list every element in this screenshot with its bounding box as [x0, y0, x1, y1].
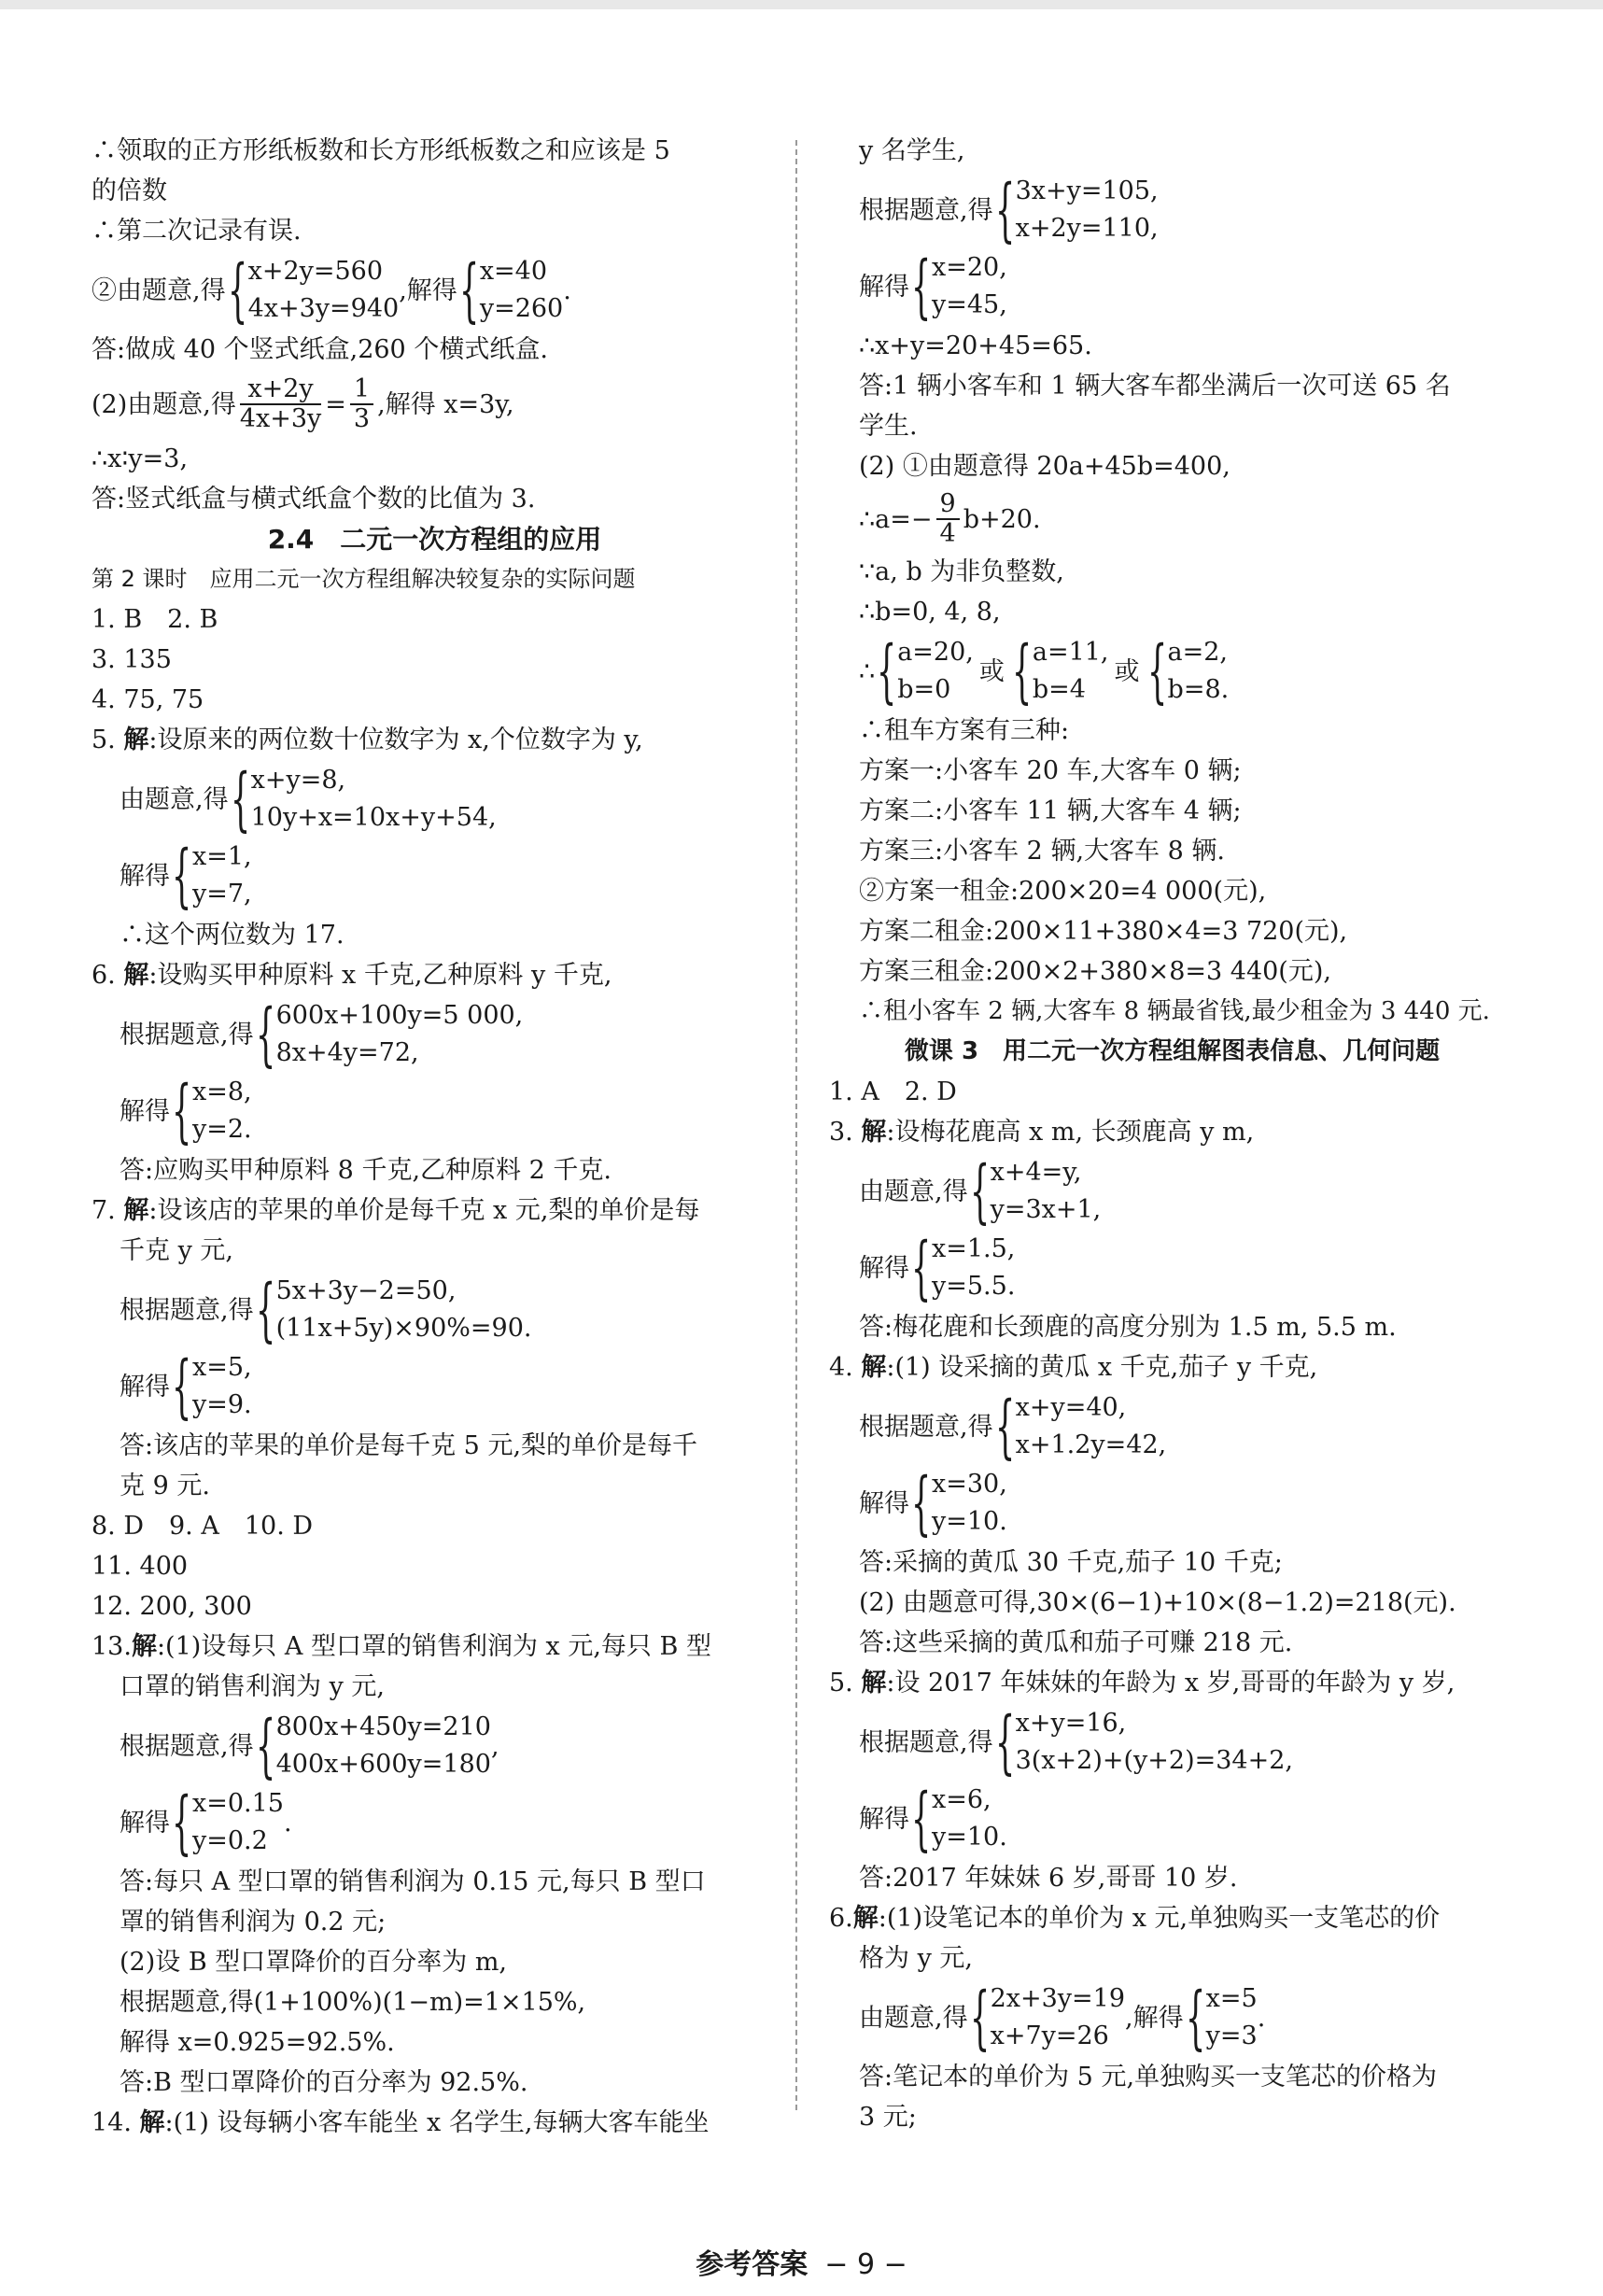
- equation: x+2y=110,: [1015, 214, 1159, 243]
- brace-icon: {: [969, 1151, 990, 1232]
- text-line: 答:每只 A 型口罩的销售利润为 0.15 元,每只 B 型口: [120, 1867, 706, 1896]
- text-line: ②方案一租金:200×20=4 000(元),: [859, 877, 1267, 906]
- text-fragment: 解得: [120, 861, 170, 891]
- text-fragment: :设购买甲种原料 x 千克,乙种原料 y 千克,: [148, 961, 612, 990]
- answer-line: 12. 200, 300: [91, 1592, 252, 1621]
- text-fragment: ∴: [859, 656, 876, 686]
- text-line: 3 元;: [859, 2103, 917, 2132]
- equation: y=7,: [192, 880, 252, 909]
- solution-system: [192, 1349, 252, 1424]
- text-line: 罩的销售利润为 0.2 元;: [120, 1908, 387, 1937]
- equation: 800x+450y=210: [275, 1712, 491, 1741]
- equation-system-line: [829, 1702, 1515, 1782]
- text-fragment: 解得: [859, 1488, 909, 1518]
- solution-label: 解: [131, 1632, 157, 1661]
- equation: x=0.15: [192, 1789, 284, 1818]
- text-line: (2) ①由题意得 20a+45b=400,: [859, 452, 1230, 481]
- solution-system: [932, 1231, 1015, 1305]
- solution-system: [932, 1466, 1007, 1541]
- text-line: ∴b=0, 4, 8,: [859, 598, 1001, 627]
- text-fragment: b+20.: [963, 504, 1041, 534]
- equation-system: [1016, 173, 1159, 247]
- text-fragment: .: [283, 1808, 292, 1838]
- equation: 5x+3y−2=50,: [275, 1276, 457, 1305]
- lesson-heading: 第 2 课时 应用二元一次方程组解决较复杂的实际问题: [91, 566, 636, 592]
- solution-system: [932, 249, 1007, 324]
- answer-line: 1. B 2. B: [91, 605, 218, 634]
- text-line: ∵a, b 为非负整数,: [859, 557, 1064, 586]
- equation: x=30,: [932, 1470, 1007, 1499]
- equation: y=10.: [932, 1507, 1007, 1536]
- equation: 3(x+2)+(y+2)=34+2,: [1015, 1746, 1293, 1775]
- equation: y=260: [479, 294, 564, 323]
- text-fragment: 根据题意,得: [120, 1295, 254, 1325]
- footer-label: 参考答案: [696, 2248, 809, 2281]
- equation: x+1.2y=42,: [1015, 1430, 1167, 1459]
- text-line: 方案一:小客车 20 车,大客车 0 辆;: [859, 756, 1242, 785]
- solution-line: [91, 1346, 778, 1427]
- equation-system: [276, 1273, 532, 1347]
- equation: 8x+4y=72,: [275, 1038, 419, 1067]
- equation-system-line: [91, 1270, 778, 1350]
- text-fragment: :(1) 设采摘的黄瓜 x 千克,茄子 y 千克,: [886, 1353, 1318, 1382]
- page-top-edge: [0, 0, 1603, 9]
- text-line: ∴领取的正方形纸板数和长方形纸板数之和应该是 5: [91, 136, 670, 165]
- solution-line: [91, 1071, 778, 1151]
- solution-label: 解: [139, 2108, 165, 2137]
- text-line: 方案二:小客车 11 辆,大客车 4 辆;: [859, 796, 1242, 825]
- question-6: [829, 1898, 1515, 1938]
- text-fragment: .: [1257, 2003, 1266, 2033]
- text-line: 解得 x=0.925=92.5%.: [120, 2028, 395, 2057]
- question-7: [91, 1190, 778, 1231]
- brace-icon: {: [172, 836, 192, 916]
- text-line: 答:笔记本的单价为 5 元,单独购买一支笔芯的价格为: [859, 2063, 1438, 2092]
- solution-system: [1033, 634, 1109, 709]
- text-fragment: 由题意,得: [859, 2003, 968, 2033]
- text-fragment: 解得: [120, 1808, 170, 1838]
- brace-icon: {: [994, 1702, 1015, 1782]
- solution-system: [1206, 1980, 1258, 2055]
- equation-system-line: [91, 250, 778, 331]
- text-line: 方案三:小客车 2 辆,大客车 8 辆.: [859, 837, 1225, 866]
- numerator: 1: [350, 375, 373, 405]
- text-line: 答:梅花鹿和长颈鹿的高度分别为 1.5 m, 5.5 m.: [859, 1313, 1397, 1342]
- equation: x=1.5,: [932, 1234, 1016, 1263]
- equation: y=5.5.: [932, 1272, 1016, 1301]
- text-fragment: 解得: [120, 1372, 170, 1402]
- text-fragment: 解得: [859, 1253, 909, 1283]
- text-line: 口罩的销售利润为 y 元,: [120, 1672, 386, 1701]
- text-line: 答:1 辆小客车和 1 辆大客车都坐满后一次可送 65 名: [859, 372, 1451, 401]
- equation-system-line: [91, 1706, 778, 1786]
- text-fragment: :(1) 设每辆小客车能坐 x 名学生,每辆大客车能坐: [164, 2108, 710, 2137]
- text-line: 方案三租金:200×2+380×8=3 440(元),: [859, 957, 1331, 986]
- equation-system: [248, 253, 400, 328]
- equation: a=20,: [897, 638, 974, 667]
- brace-icon: {: [172, 1071, 192, 1151]
- equation: 2x+3y=19: [990, 1984, 1126, 2013]
- brace-icon: {: [911, 1463, 932, 1543]
- text-fragment: ②由题意,得: [91, 275, 226, 305]
- denominator: 3: [353, 404, 371, 433]
- solution-label: 解: [861, 1118, 887, 1147]
- text-fragment: ,: [490, 1731, 499, 1761]
- brace-icon: {: [172, 1782, 192, 1863]
- equation: x=40: [479, 257, 548, 286]
- equation: x=6,: [932, 1785, 991, 1814]
- page-number: − 9 −: [824, 2248, 907, 2281]
- question-4: [829, 1347, 1515, 1387]
- equation: y=0.2: [192, 1826, 268, 1855]
- question-number: 6.: [91, 961, 116, 990]
- solution-label: 解: [861, 1669, 887, 1697]
- equation-system-line: [91, 994, 778, 1075]
- page-footer: [0, 2241, 1603, 2282]
- text-line: ∴租车方案有三种:: [859, 716, 1070, 745]
- text-line: 答:2017 年妹妹 6 岁,哥哥 10 岁.: [859, 1864, 1238, 1893]
- text-fragment: 根据题意,得: [859, 1412, 993, 1442]
- equation: 3x+y=105,: [1015, 176, 1159, 205]
- brace-icon: {: [1185, 1978, 1205, 2058]
- equation-system: [251, 762, 497, 837]
- fraction: [240, 375, 321, 433]
- solution-system: [932, 1782, 1007, 1856]
- equation: 4x+3y=940: [247, 294, 400, 323]
- question-5: [829, 1663, 1515, 1703]
- solution-line: [91, 1782, 778, 1863]
- equation-system-line: [829, 170, 1515, 250]
- text-line: 答:这些采摘的黄瓜和茄子可赚 218 元.: [859, 1628, 1293, 1657]
- solution-label: 解: [123, 725, 149, 754]
- solution-system: [1168, 634, 1230, 709]
- answer-line: 4. 75, 75: [91, 685, 204, 714]
- text-fragment: 或: [978, 656, 1005, 686]
- text-fragment: =: [325, 389, 346, 419]
- equation: x+7y=26: [990, 2021, 1109, 2050]
- question-number: 14.: [91, 2108, 132, 2137]
- equation: b=4: [1032, 675, 1086, 704]
- equation: y=10.: [932, 1823, 1007, 1852]
- equation: b=8.: [1167, 675, 1230, 704]
- brace-icon: {: [994, 170, 1015, 250]
- solution-line: [829, 247, 1515, 327]
- equation-system: [276, 1709, 491, 1783]
- equation: y=3x+1,: [990, 1195, 1102, 1224]
- equation: x=5: [1205, 1984, 1258, 2013]
- text-line: 根据题意,得(1+100%)(1−m)=1×15%,: [120, 1988, 586, 2017]
- text-fragment: (2)由题意,得: [91, 389, 236, 419]
- equation-system: [1016, 1705, 1293, 1780]
- equation: a=11,: [1032, 638, 1109, 667]
- equation: x+y=40,: [1015, 1393, 1127, 1422]
- right-column: [829, 131, 1515, 2137]
- text-line: ∴租小客车 2 辆,大客车 8 辆最省钱,最少租金为 3 440 元.: [859, 997, 1490, 1025]
- solution-label: 解: [123, 961, 149, 990]
- equation-system-line: [91, 759, 778, 839]
- brace-icon: {: [877, 631, 897, 711]
- question-number: 5.: [829, 1669, 853, 1697]
- text-fragment: 根据题意,得: [120, 1020, 254, 1049]
- answer-line: 1. A 2. D: [829, 1078, 957, 1106]
- text-line: 的倍数: [91, 176, 167, 205]
- brace-icon: {: [255, 1706, 275, 1786]
- equation: x+4=y,: [990, 1158, 1082, 1187]
- text-line: (2)设 B 型口罩降价的百分率为 m,: [120, 1948, 508, 1977]
- equation: b=0: [897, 675, 951, 704]
- column-divider: [795, 140, 797, 2110]
- text-fragment: ,解得 x=3y,: [377, 389, 514, 419]
- fraction-line: [829, 490, 1515, 548]
- solution-system: [192, 838, 252, 913]
- text-line: 千克 y 元,: [120, 1236, 234, 1265]
- text-line: 格为 y 元,: [859, 1944, 974, 1973]
- text-fragment: ,解得: [1125, 2003, 1184, 2033]
- text-fragment: ,解得: [399, 275, 457, 305]
- text-fragment: :设该店的苹果的单价是每千克 x 元,梨的单价是每: [148, 1196, 700, 1225]
- equation: y=3: [1205, 2021, 1258, 2050]
- solution-line: [829, 1463, 1515, 1543]
- text-fragment: 由题意,得: [120, 784, 229, 814]
- text-fragment: 根据题意,得: [859, 1727, 993, 1757]
- text-fragment: :设 2017 年妹妹的年龄为 x 岁,哥哥的年龄为 y 岁,: [886, 1669, 1455, 1697]
- brace-icon: {: [227, 250, 247, 331]
- question-number: 4.: [829, 1353, 853, 1382]
- equation: 600x+100y=5 000,: [275, 1001, 524, 1030]
- answer-line: 3. 135: [91, 645, 172, 674]
- fraction: [350, 375, 373, 433]
- text-line: 答:竖式纸盒与横式纸盒个数的比值为 3.: [91, 485, 536, 514]
- text-fragment: 或: [1114, 656, 1140, 686]
- solution-line: [829, 1228, 1515, 1308]
- solution-line: [91, 836, 778, 916]
- text-line: 答:该店的苹果的单价是每千克 5 元,梨的单价是每千: [120, 1431, 698, 1460]
- solution-system: [192, 1074, 252, 1148]
- denominator: 4: [939, 519, 956, 548]
- text-fragment: 根据题意,得: [859, 195, 993, 225]
- equation-system: [991, 1980, 1125, 2055]
- question-number: 13.: [91, 1632, 132, 1661]
- text-fragment: 解得: [859, 272, 909, 302]
- numerator: x+2y: [240, 375, 321, 405]
- brace-icon: {: [969, 1978, 990, 2058]
- brace-icon: {: [994, 1387, 1015, 1467]
- answer-line: 8. D 9. A 10. D: [91, 1512, 314, 1541]
- brace-icon: {: [255, 994, 275, 1075]
- question-number: 7.: [91, 1196, 116, 1225]
- question-14: [91, 2103, 778, 2143]
- equation: x=5,: [192, 1353, 252, 1382]
- numerator: 9: [936, 490, 960, 520]
- text-fragment: 解得: [120, 1096, 170, 1126]
- left-column: [91, 131, 778, 2143]
- equation: y=9.: [192, 1390, 252, 1419]
- equation-system-line: [829, 1978, 1515, 2058]
- text-line: (2) 由题意可得,30×(6−1)+10×(8−1.2)=218(元).: [859, 1588, 1456, 1617]
- text-line: 方案二租金:200×11+380×4=3 720(元),: [859, 917, 1348, 946]
- denominator: 4x+3y: [239, 404, 322, 433]
- equation-system-line: [829, 1387, 1515, 1467]
- text-line: 学生.: [859, 412, 918, 441]
- brace-icon: {: [172, 1346, 192, 1427]
- section-heading: 微课 3 用二元一次方程组解图表信息、几何问题: [904, 1037, 1441, 1065]
- equation: x+y=8,: [250, 766, 346, 795]
- brace-icon: {: [1011, 631, 1033, 711]
- text-line: ∴x+y=20+45=65.: [859, 331, 1092, 360]
- equation: y=45,: [932, 290, 1007, 319]
- brace-icon: {: [255, 1270, 275, 1350]
- text-fragment: 根据题意,得: [120, 1731, 254, 1761]
- question-5: [91, 720, 778, 760]
- equation: y=2.: [192, 1115, 252, 1144]
- equation-system: [276, 997, 524, 1072]
- equation: x=20,: [932, 253, 1007, 282]
- text-fragment: 解得: [859, 1804, 909, 1834]
- equation: x+y=16,: [1015, 1709, 1127, 1738]
- equation-system: [1016, 1389, 1167, 1464]
- text-fragment: .: [563, 275, 571, 305]
- equation: x=1,: [192, 842, 252, 871]
- equation: x=8,: [192, 1078, 252, 1106]
- section-heading: 2.4 二元一次方程组的应用: [267, 524, 602, 555]
- solution-label: 解: [861, 1353, 887, 1382]
- text-line: ∴x∶y=3,: [91, 444, 189, 473]
- question-6: [91, 955, 778, 995]
- brace-icon: {: [458, 250, 480, 331]
- text-line: ∴第二次记录有误.: [91, 217, 302, 246]
- text-line: 克 9 元.: [120, 1472, 210, 1500]
- text-line: 答:做成 40 个竖式纸盒,260 个横式纸盒.: [91, 335, 548, 364]
- question-13: [91, 1627, 778, 1667]
- text-fragment: :(1)设笔记本的单价为 x 元,单独购买一支笔芯的价: [878, 1904, 1441, 1933]
- brace-icon: {: [911, 247, 932, 327]
- equation-system: [991, 1154, 1102, 1229]
- text-fragment: :设梅花鹿高 x m, 长颈鹿高 y m,: [886, 1118, 1255, 1147]
- solution-line: [829, 1779, 1515, 1859]
- solution-system: [480, 253, 563, 328]
- text-fragment: 由题意,得: [859, 1176, 968, 1206]
- solution-cases-line: [829, 631, 1515, 711]
- text-line: y 名学生,: [859, 136, 965, 165]
- question-number: 3.: [829, 1118, 853, 1147]
- equation: (11x+5y)×90%=90.: [275, 1314, 532, 1343]
- text-fragment: ∴a=−: [859, 504, 933, 534]
- equation: 10y+x=10x+y+54,: [250, 803, 497, 832]
- text-fragment: :设原来的两位数十位数字为 x,个位数字为 y,: [148, 725, 643, 754]
- text-line: ∴这个两位数为 17.: [120, 921, 345, 950]
- solution-label: 解: [123, 1196, 149, 1225]
- brace-icon: {: [911, 1779, 932, 1859]
- question-3: [829, 1112, 1515, 1152]
- text-fragment: :(1)设每只 A 型口罩的销售利润为 x 元,每只 B 型: [156, 1632, 711, 1661]
- equation: 400x+600y=180: [275, 1750, 491, 1779]
- brace-icon: {: [1146, 631, 1167, 711]
- fraction: [936, 490, 960, 548]
- answer-line: 11. 400: [91, 1552, 189, 1581]
- equation-system-line: [829, 1151, 1515, 1232]
- equation: x+2y=560: [247, 257, 384, 286]
- question-number: 6.: [829, 1904, 853, 1933]
- solution-label: 解: [852, 1904, 879, 1933]
- solution-system: [192, 1785, 284, 1860]
- brace-icon: {: [230, 759, 250, 839]
- text-line: 答:应购买甲种原料 8 千克,乙种原料 2 千克.: [120, 1156, 612, 1185]
- brace-icon: {: [911, 1228, 932, 1308]
- text-line: 答:B 型口罩降价的百分率为 92.5%.: [120, 2068, 528, 2097]
- solution-system: [897, 634, 974, 709]
- text-line: 答:采摘的黄瓜 30 千克,茄子 10 千克;: [859, 1548, 1283, 1577]
- equation: a=2,: [1167, 638, 1229, 667]
- fraction-line: [91, 375, 778, 433]
- question-number: 5.: [91, 725, 116, 754]
